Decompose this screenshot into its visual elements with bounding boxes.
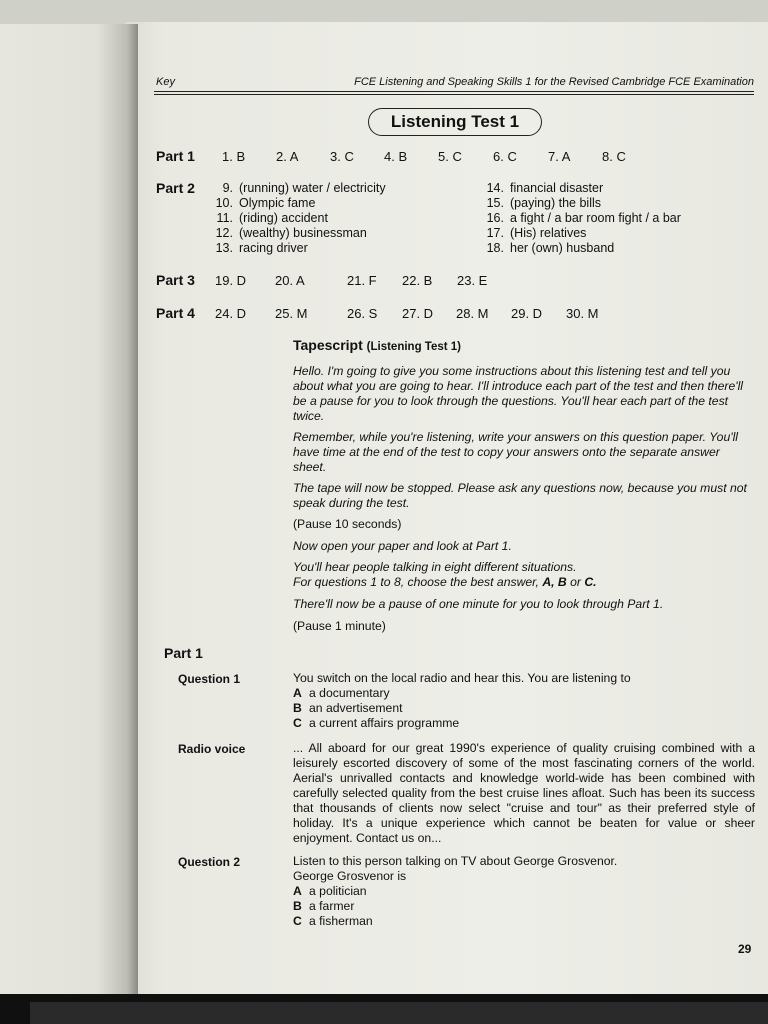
answer: 26. S xyxy=(347,306,378,321)
answer: 6. C xyxy=(493,149,517,164)
answer: 3. C xyxy=(330,149,354,164)
tapescript-title: Tapescript (Listening Test 1) xyxy=(293,337,462,353)
answer: 30. M xyxy=(566,306,599,321)
answer: 19. D xyxy=(215,273,247,288)
answer: 20. A xyxy=(275,273,305,288)
answer: 29. D xyxy=(511,306,543,321)
pause-note: (Pause 10 seconds) xyxy=(293,517,402,531)
option: C a current affairs programme xyxy=(293,716,460,730)
option: A a documentary xyxy=(293,686,390,700)
header-rule xyxy=(154,91,754,92)
option: B an advertisement xyxy=(293,701,403,715)
instruction-paragraph: Hello. I'm going to give you some instructions about this listening test and tell you about what you are going to hear. I'll introduce each part of the test and then there'll be a pause for you to look through the questions. You'll hear each part of the test twice. xyxy=(293,364,744,423)
answer: 5. C xyxy=(438,149,462,164)
part3-label: Part 3 xyxy=(156,272,195,288)
instruction-paragraph: You'll hear people talking in eight different situations. For questions 1 to 8, choose the best answer, A, B or C. xyxy=(293,560,597,589)
answer: 4. B xyxy=(384,149,408,164)
instruction-paragraph: There'll now be a pause of one minute for you to look through Part 1. xyxy=(293,597,664,611)
answer: 22. B xyxy=(402,273,433,288)
header-right: FCE Listening and Speaking Skills 1 for the Revised Cambridge FCE Examination xyxy=(354,76,754,88)
answer: 2. A xyxy=(276,149,299,164)
scan-bottom-strip xyxy=(30,1002,768,1024)
answer: 7. A xyxy=(548,149,571,164)
answer: 24. D xyxy=(215,306,247,321)
part2-left-list xyxy=(211,181,386,256)
part1-label: Part 1 xyxy=(156,148,195,164)
list-item: 9. (running) water / electricity xyxy=(222,181,386,195)
list-item: 11. (riding) accident xyxy=(216,211,328,225)
option: B a farmer xyxy=(293,899,355,913)
answer: 27. D xyxy=(402,306,434,321)
question2-block: Listen to this person talking on TV about George Grosvenor. George Grosvenor is A a politician B a farmer C a fisherman xyxy=(293,854,755,929)
part2-right-list xyxy=(482,181,681,256)
page-title: Listening Test 1 xyxy=(368,108,542,136)
instruction-paragraph: The tape will now be stopped. Please ask any questions now, because you must not speak during the test. xyxy=(293,481,747,510)
list-item: 10. Olympic fame xyxy=(215,196,316,210)
pause-note: (Pause 1 minute) xyxy=(293,619,386,633)
radio-voice-label: Radio voice xyxy=(178,742,246,756)
question1-block: You switch on the local radio and hear this. You are listening to A a documentary B an advertisement C a current affairs programme xyxy=(293,671,755,731)
answer: 8. C xyxy=(602,149,626,164)
question2-label: Question 2 xyxy=(178,855,241,869)
answer: 1. B xyxy=(222,149,246,164)
list-item: 17. (His) relatives xyxy=(486,226,587,240)
answer: 25. M xyxy=(275,306,308,321)
instruction-paragraph: Now open your paper and look at Part 1. xyxy=(293,539,512,553)
header-left: Key xyxy=(156,76,175,88)
question1-label: Question 1 xyxy=(178,672,241,686)
page-number: 29 xyxy=(738,942,752,956)
left-page-edge xyxy=(0,24,138,994)
list-item: 18. her (own) husband xyxy=(486,241,615,255)
radio-voice-text: ... All aboard for our great 1990's experience of quality cruising combined with a leisurely escorted discovery of some of the most fascinating corners of the world. Aerial's unrivalled contacts and knowledge world-wide has been combined with carefully selected quality from the best cruise lines afloat. Such has been its success that thousands of clients now select "cruise and tour" as their preferred style of holiday. It's a unique experience which cannot be beaten for value or sheer enjoyment. Contact us on... xyxy=(293,741,755,845)
instruction-paragraph: Remember, while you're listening, write your answers on this question paper. You'll have time at the end of the test to copy your answers onto the separate answer sheet. xyxy=(293,430,738,474)
answer: 28. M xyxy=(456,306,489,321)
part2-label: Part 2 xyxy=(156,180,195,196)
answer: 23. E xyxy=(457,273,488,288)
list-item: 14. financial disaster xyxy=(486,181,604,195)
answer: 21. F xyxy=(347,273,377,288)
part4-label: Part 4 xyxy=(156,305,195,321)
section-part1-label: Part 1 xyxy=(164,645,203,661)
list-item: 15. (paying) the bills xyxy=(486,196,602,210)
list-item: 16. a fight / a bar room fight / a bar xyxy=(486,211,681,225)
list-item: 12. (wealthy) businessman xyxy=(215,226,367,240)
option: C a fisherman xyxy=(293,914,373,928)
option: A a politician xyxy=(293,884,367,898)
list-item: 13. racing driver xyxy=(215,241,308,255)
header-rule-double xyxy=(154,94,754,95)
